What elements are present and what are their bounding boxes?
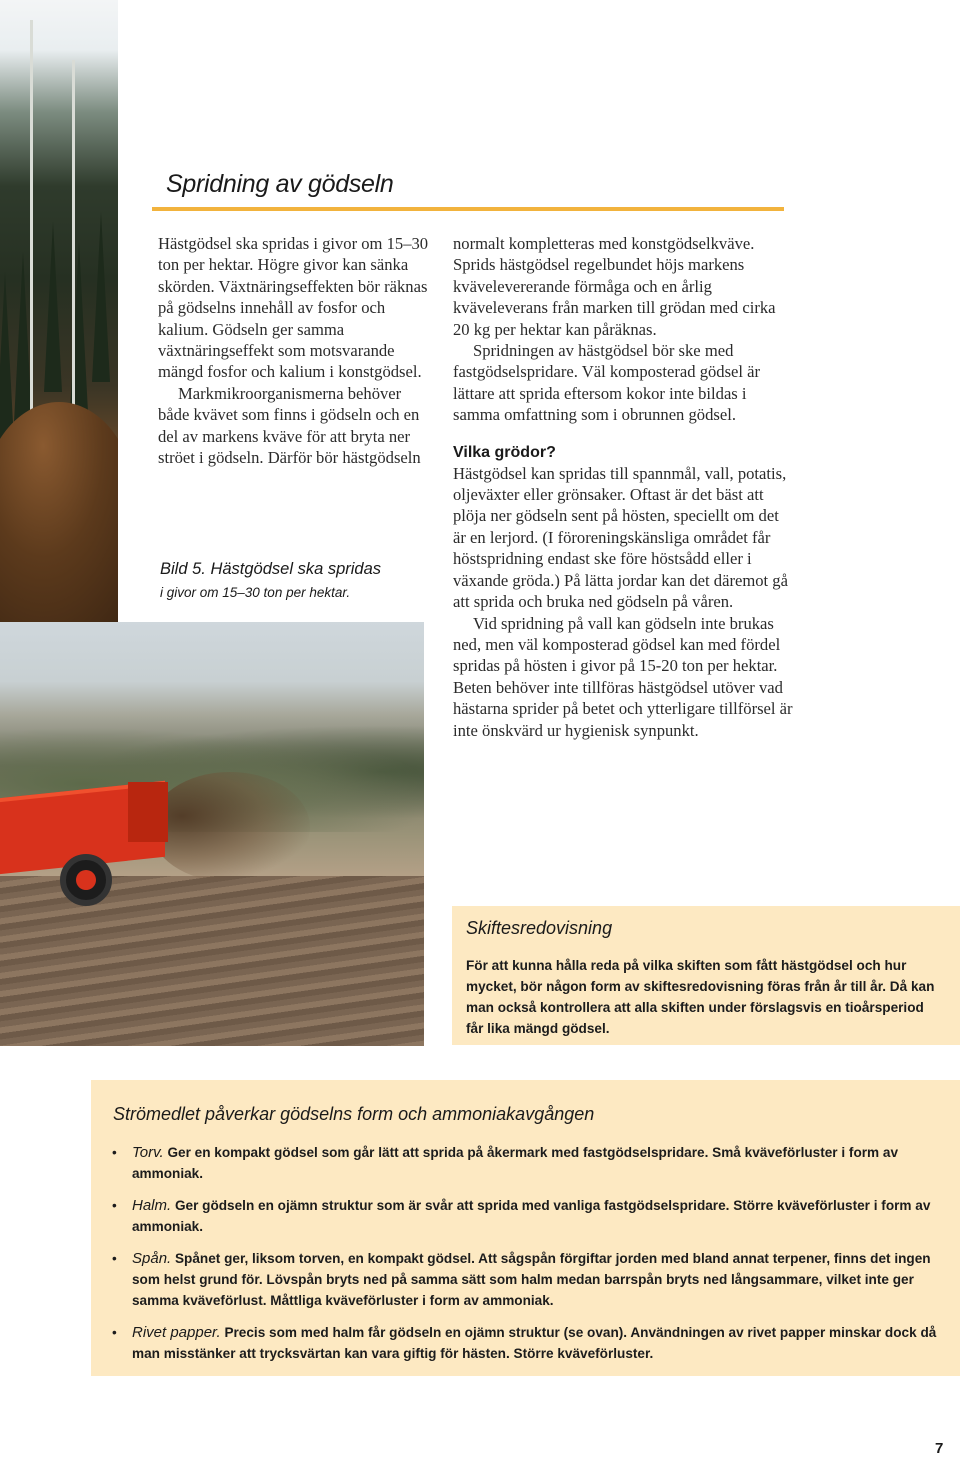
bullet-icon: • <box>112 1198 117 1213</box>
manure-spreader-photo <box>0 622 424 1046</box>
right-paragraph-4: Vid spridning på vall kan gödseln inte brukas ned, men väl komposterad gödsel kan med fördel spridas på hösten i givor på 15-20 ton per hektar. Beten behöver inte tillföras hästgödsel utöver vad hästarna sprider på betet och ytterligare tillförsel är inte önskvärd ur hygienisk synpunkt. <box>453 613 793 740</box>
list-item <box>111 1142 941 1184</box>
page-title: Spridning av gödseln <box>166 170 394 198</box>
list-item <box>111 1322 941 1364</box>
list-item <box>111 1195 941 1237</box>
page-number: 7 <box>935 1440 944 1457</box>
bullet-icon: • <box>112 1325 117 1340</box>
list-item-text: Precis som med halm får gödseln en ojämn struktur (se ovan). Användningen av rivet papper minskar dock då man misstänker att trycksvärtan kan vara giftig för hästen. Större kväveförluster. <box>132 1325 937 1361</box>
box-title: Strömedlet påverkar gödselns form och ammoniakavgången <box>113 1104 595 1124</box>
caption-line-2: i givor om 15–30 ton per hektar. <box>160 585 351 600</box>
list-item-term: Rivet papper. <box>132 1324 221 1341</box>
left-paragraph-1: Hästgödsel ska spridas i givor om 15–30 ton per hektar. Högre givor kan sänka skörden. Växtnäringseffekten bör räknas på gödselns innehåll av fosfor och kalium. Gödseln ger samma växtnäringseffekt som motsvarande mängd fosfor och kalium i konstgödsel. <box>158 234 429 382</box>
right-paragraph-2: Spridningen av hästgödsel bör ske med fastgödselspridare. Väl komposterad gödsel är lättare att sprida eftersom kokor inte bildas i samma omfattning som i obrunnen gödsel. <box>453 341 761 425</box>
list-item-text: Spånet ger, liksom torven, en kompakt gödsel. Att sågspån förgiftar jorden med bland annat terpener, finns det ingen som helst grund för. Lövspån bryts ned på samma sätt som halm medan barrspån bryts ned långsammare, vilket inte ger samma kväveförlust. Måttliga kväveförluster i form av ammoniak. <box>132 1251 931 1308</box>
list-item-text: Ger gödseln en ojämn struktur som är svår att sprida med vanliga fastgödselspridare. Större kväveförluster i form av ammoniak. <box>132 1198 931 1234</box>
list-item-term: Torv. <box>132 1144 164 1161</box>
article-right-column <box>453 233 793 741</box>
forest-manure-photo <box>0 0 118 622</box>
skiftesredovisning-box <box>452 906 960 1045</box>
stromedel-list <box>111 1142 941 1375</box>
article-left-column <box>158 233 430 468</box>
list-item-term: Halm. <box>132 1197 172 1214</box>
caption-line-1: Bild 5. Hästgödsel ska spridas <box>160 560 382 578</box>
stromedel-box <box>91 1080 960 1376</box>
box-title: Skiftesredovisning <box>466 918 613 938</box>
bullet-icon: • <box>112 1251 117 1266</box>
bullet-icon: • <box>112 1145 117 1160</box>
right-paragraph-1: normalt kompletteras med konstgödselkväve. Sprids hästgödsel regelbundet höjs markens kvävelevererande förmåga och en årlig kväveleverans från marken till grödan med cirka 20 kg per hektar kan påräknas. <box>453 234 776 339</box>
list-item <box>111 1248 941 1311</box>
figure-caption <box>160 560 381 600</box>
section-heading-vilka-grodor: Vilka grödor? <box>453 443 556 461</box>
left-paragraph-2: Markmikroorganismerna behöver både kvävet som finns i gödseln och en del av markens kväve för att bryta ner ströet i gödseln. Därför bör hästgödseln <box>158 383 421 468</box>
list-item-term: Spån. <box>132 1250 172 1267</box>
right-paragraph-3: Hästgödsel kan spridas till spannmål, vall, potatis, oljeväxter eller grönsaker. Oftast är det bäst att plöja ner gödseln sent på hösten, speciellt om det är en lerjord. (I föroreningskänsliga området får höstspridning endast ske före höstsådd eller i växande gröda.) På lätta jordar kan det däremot gå att sprida och bruka ned gödseln på våren. <box>453 463 788 612</box>
box-body: För att kunna hålla reda på vilka skiften som fått hästgödsel och hur mycket, bör någon form av skiftesredovisning föras från år till år. Då kan man också kontrollera att alla skiften under förslagsvis en tioårsperiod får lika mängd gödsel. <box>466 958 935 1036</box>
title-rule <box>152 207 784 211</box>
list-item-text: Ger en kompakt gödsel som går lätt att sprida på åkermark med fastgödselspridare. Små kväveförluster i form av ammoniak. <box>132 1145 899 1181</box>
